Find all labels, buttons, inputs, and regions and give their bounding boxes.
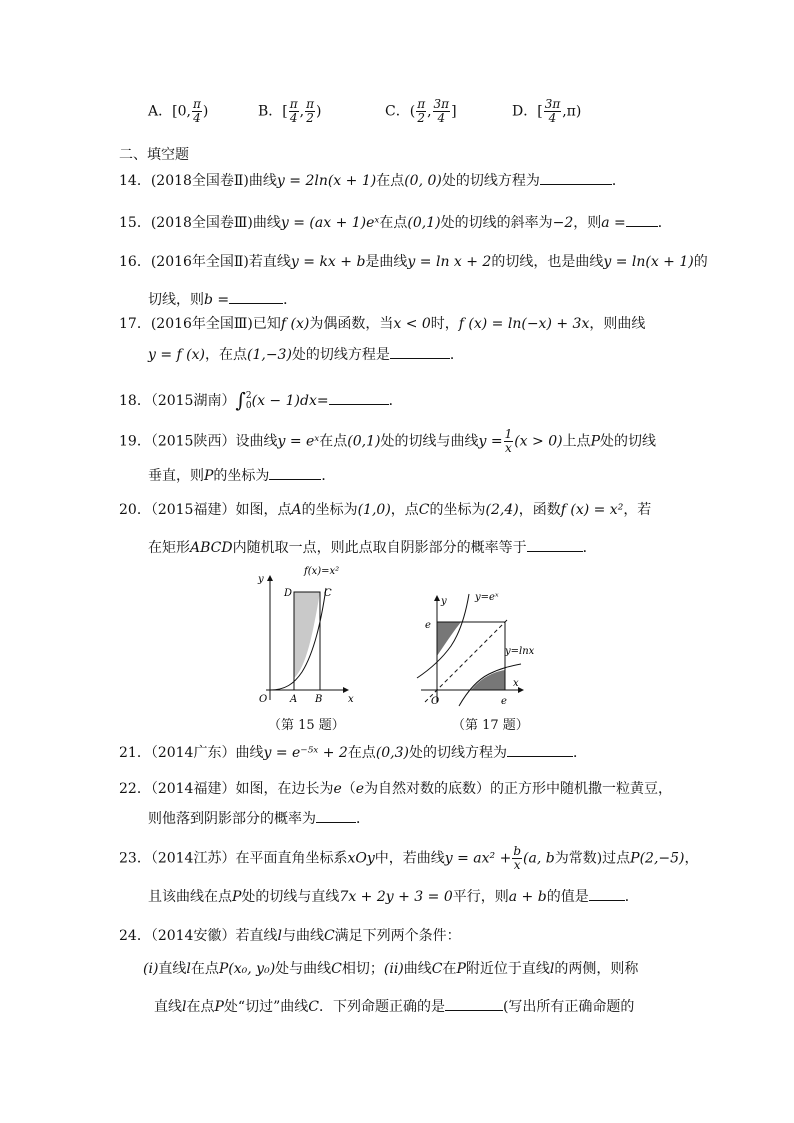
answer-blank (507, 742, 573, 757)
question-17-line2: y = f (x)，在点(1,−3)处的切线方程是 ． (148, 344, 464, 365)
answer-blank (445, 996, 503, 1011)
question-21: 21．（2014广东）曲线y = e⁻⁵ˣ + 2在点(0,3)处的切线方程为 ． (119, 742, 587, 763)
answer-blank (540, 170, 612, 185)
fraction: $\frac{1}{x}$ (504, 427, 513, 455)
option-c: C．( $\frac{\pi}{2}$ , $\frac{3\pi}{4}$ ] (385, 97, 457, 125)
label-c: C (324, 588, 332, 599)
label-a: A (290, 694, 298, 705)
figure-17 (415, 586, 535, 710)
figure-17-caption: （第 17 题） (452, 718, 529, 733)
fraction: $\frac{\pi}{2}$ (306, 97, 314, 125)
question-24-line3: 直线l在点P处“切过”曲线C．下列命题正确的是 (写出所有正确命题的 (154, 996, 634, 1017)
label-b: B (315, 694, 323, 705)
section-title: 二、填空题 (119, 147, 189, 163)
fraction: $\frac{\pi}{2}$ (417, 97, 426, 125)
answer-blank (527, 537, 583, 552)
question-18: 18．（2015湖南）∫ 2 0 (x − 1)dx= ． (119, 388, 403, 412)
question-22-line2: 则他落到阴影部分的概率为 ． (148, 808, 370, 829)
figure-15-caption: （第 15 题） (268, 718, 345, 733)
label-fx: f(x)=x² (304, 566, 340, 577)
question-24-line2: (i)直线l在点P(x₀, y₀)处与曲线C相切；(ii)曲线C在P附近位于直线l的两侧，则称 (143, 961, 639, 977)
fraction: $\frac{3\pi}{4}$ (544, 97, 561, 125)
fraction: $\frac{\pi}{4}$ (289, 97, 298, 125)
label-x: x (348, 694, 354, 705)
answer-blank (589, 886, 625, 901)
label-y: y (258, 574, 264, 585)
label-ylnx: y=lnx (505, 646, 535, 657)
label-e-bottom: e (501, 696, 507, 707)
label-yex: y=eˣ (475, 592, 499, 603)
question-19-line2: 垂直，则P的坐标为 ． (148, 465, 335, 486)
question-14: 14．(2018全国卷Ⅱ)曲线y = 2ln(x + 1)在点(0, 0)处的切线方程为 ． (119, 170, 626, 191)
label-d: D (284, 588, 293, 599)
figure-15 (250, 560, 360, 710)
option-d: D．[ $\frac{3\pi}{4}$ ,π) (512, 97, 582, 125)
question-20: 20．（2015福建）如图，点A的坐标为(1,0)，点C的坐标为(2,4)，函数f (x) = x²，若 (119, 502, 652, 518)
shaded-region-top (437, 622, 461, 656)
option-b: B．[ $\frac{\pi}{4}$ , $\frac{\pi}{2}$ ) (258, 97, 322, 125)
answer-blank (229, 289, 283, 304)
answer-blank (316, 808, 356, 823)
option-a: A．[0, $\frac{\pi}{4}$ ) (148, 97, 209, 125)
question-16-line2: 切线，则b = ． (148, 289, 297, 310)
question-23: 23．（2014江苏）在平面直角坐标系xOy中，若曲线y = ax² + $\frac{b}{x}$ (a, b为常数)过点P(2,−5)， (119, 844, 699, 872)
fraction: $\frac{3\pi}{4}$ (433, 97, 450, 125)
question-17: 17．(2016年全国Ⅲ)已知f (x)为偶函数，当x < 0时，f (x) = ln(−x) + 3x，则曲线 (119, 316, 646, 332)
label-o: O (431, 696, 440, 707)
answer-blank (269, 465, 321, 480)
question-15: 15．(2018全国卷Ⅲ)曲线y = (ax + 1)eˣ在点(0,1)处的切线的斜率为−2，则a = ． (119, 212, 672, 233)
question-23-line2: 且该曲线在点P处的切线与直线7x + 2y + 3 = 0平行，则a + b的值是 ． (148, 886, 639, 907)
answer-blank (329, 390, 389, 405)
answer-blank (390, 344, 450, 359)
fraction: $\frac{\pi}{4}$ (192, 97, 201, 125)
question-16: 16．(2016年全国Ⅱ)若直线y = kx + b是曲线y = ln x + 2的切线，也是曲线y = ln(x + 1)的 (119, 254, 708, 270)
integral-sign: ∫ (235, 388, 246, 412)
integral-limits: 2 0 (245, 391, 252, 411)
answer-blank (626, 212, 658, 227)
shaded-region (294, 592, 320, 678)
label-y: y (441, 596, 447, 607)
label-x: x (513, 678, 519, 689)
question-22: 22．（2014福建）如图，在边长为e（e为自然对数的底数）的正方形中随机撒一粒黄豆， (119, 781, 673, 797)
question-24: 24．（2014安徽）若直线l与曲线C满足下列两个条件： (119, 928, 461, 944)
question-19: 19．（2015陕西）设曲线y = eˣ在点(0,1)处的切线与曲线y = $\frac{1}{x}$ (x > 0)上点P处的切线 (119, 427, 656, 455)
fraction: $\frac{b}{x}$ (513, 844, 522, 872)
question-20-line2: 在矩形ABCD内随机取一点，则此点取自阴影部分的概率等于 ． (148, 537, 597, 558)
label-o: O (259, 694, 268, 705)
shaded-region-bottom (471, 670, 505, 690)
label-e-left: e (425, 620, 431, 631)
